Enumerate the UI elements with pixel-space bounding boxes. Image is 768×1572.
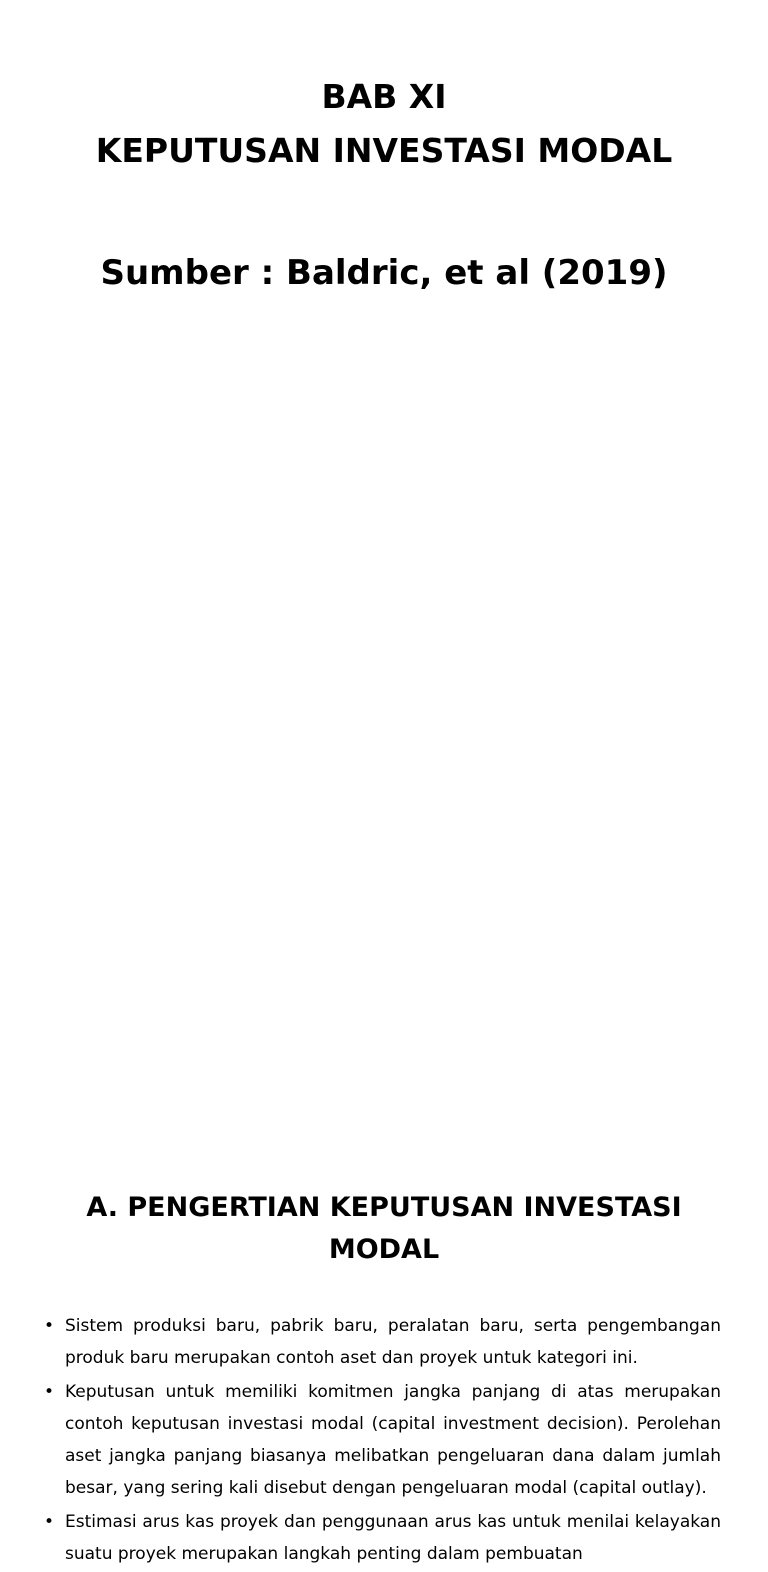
list-item bbox=[44, 1376, 721, 1504]
chapter-subtitle: KEPUTUSAN INVESTASI MODAL bbox=[95, 131, 673, 170]
list-item bbox=[44, 1506, 721, 1570]
section-heading: A. PENGERTIAN KEPUTUSAN INVESTASI MODAL bbox=[86, 1192, 682, 1265]
source-citation: Sumber : Baldric, et al (2019) bbox=[100, 253, 668, 293]
list-item-text: Keputusan untuk memiliki komitmen jangka panjang di atas merupakan contoh keputusan investasi modal (capital investment decision). Perolehan aset jangka panjang biasanya melibatkan pengeluaran dana dalam jumlah besar, yang sering kali disebut dengan pengeluaran modal (capital outlay). bbox=[65, 1382, 721, 1498]
chapter-title: BAB XI bbox=[321, 77, 447, 116]
bullet-icon: • bbox=[44, 1316, 55, 1336]
list-item bbox=[44, 1310, 721, 1374]
content-slide bbox=[0, 576, 768, 1564]
title-slide bbox=[0, 0, 768, 576]
list-item-text: Sistem produksi baru, pabrik baru, peralatan baru, serta pengembangan produk baru merupakan contoh aset dan proyek untuk kategori ini. bbox=[65, 1316, 721, 1368]
bullet-icon: • bbox=[44, 1512, 55, 1532]
bullet-list bbox=[44, 1310, 721, 1572]
bullet-icon: • bbox=[44, 1382, 55, 1402]
list-item-text: Estimasi arus kas proyek dan penggunaan arus kas untuk menilai kelayakan suatu proyek merupakan langkah penting dalam pembuatan bbox=[65, 1512, 721, 1564]
